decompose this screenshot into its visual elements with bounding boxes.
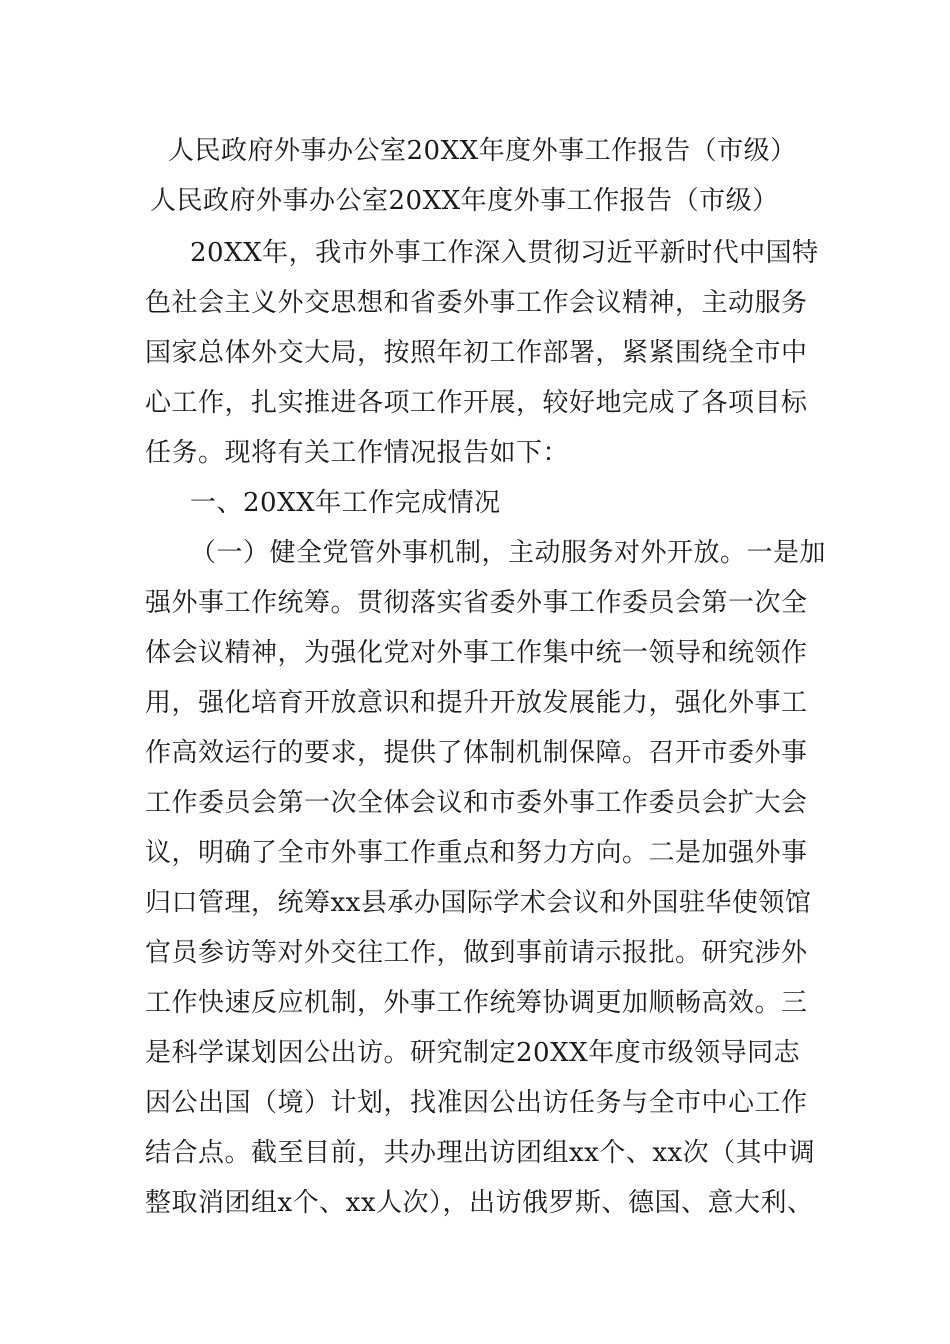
- subsection-paragraph-line: 归口管理，统筹xx县承办国际学术会议和外国驻华使领馆: [145, 888, 812, 918]
- intro-paragraph-line: 任务。现将有关工作情况报告如下：: [145, 438, 570, 468]
- subsection-paragraph-line: （一）健全党管外事机制，主动服务对外开放。一是加: [190, 538, 827, 568]
- section-heading: 一、20XX年工作完成情况: [190, 488, 501, 518]
- subsection-paragraph-line: 整取消团组x个、xx人次），出访俄罗斯、德国、意大利、: [145, 1188, 814, 1218]
- intro-paragraph-line: 20XX年，我市外事工作深入贯彻习近平新时代中国特: [190, 238, 819, 268]
- subsection-paragraph-line: 强外事工作统筹。贯彻落实省委外事工作委员会第一次全: [145, 588, 808, 618]
- document-subtitle: 人民政府外事办公室20XX年度外事工作报告（市级）: [150, 186, 779, 216]
- subsection-paragraph-line: 因公出国（境）计划，找准因公出访任务与全市中心工作: [145, 1088, 808, 1118]
- intro-paragraph-line: 心工作，扎实推进各项工作开展，较好地完成了各项目标: [145, 388, 808, 418]
- subsection-paragraph-line: 作高效运行的要求，提供了体制机制保障。召开市委外事: [145, 738, 808, 768]
- subsection-paragraph-line: 用，强化培育开放意识和提升开放发展能力，强化外事工: [145, 688, 808, 718]
- subsection-paragraph-line: 议，明确了全市外事工作重点和努力方向。二是加强外事: [145, 838, 808, 868]
- subsection-paragraph-line: 工作快速反应机制，外事工作统筹协调更加顺畅高效。三: [145, 988, 808, 1018]
- intro-paragraph-line: 色社会主义外交思想和省委外事工作会议精神，主动服务: [145, 288, 808, 318]
- document-title: 人民政府外事办公室20XX年度外事工作报告（市级）: [168, 136, 797, 166]
- subsection-paragraph-line: 官员参访等对外交往工作，做到事前请示报批。研究涉外: [145, 938, 808, 968]
- intro-paragraph-line: 国家总体外交大局，按照年初工作部署，紧紧围绕全市中: [145, 338, 808, 368]
- subsection-paragraph-line: 结合点。截至目前，共办理出访团组xx个、xx次（其中调: [145, 1138, 816, 1168]
- subsection-paragraph-line: 工作委员会第一次全体会议和市委外事工作委员会扩大会: [145, 788, 808, 818]
- subsection-paragraph-line: 体会议精神，为强化党对外事工作集中统一领导和统领作: [145, 638, 808, 668]
- subsection-paragraph-line: 是科学谋划因公出访。研究制定20XX年度市级领导同志: [145, 1038, 801, 1068]
